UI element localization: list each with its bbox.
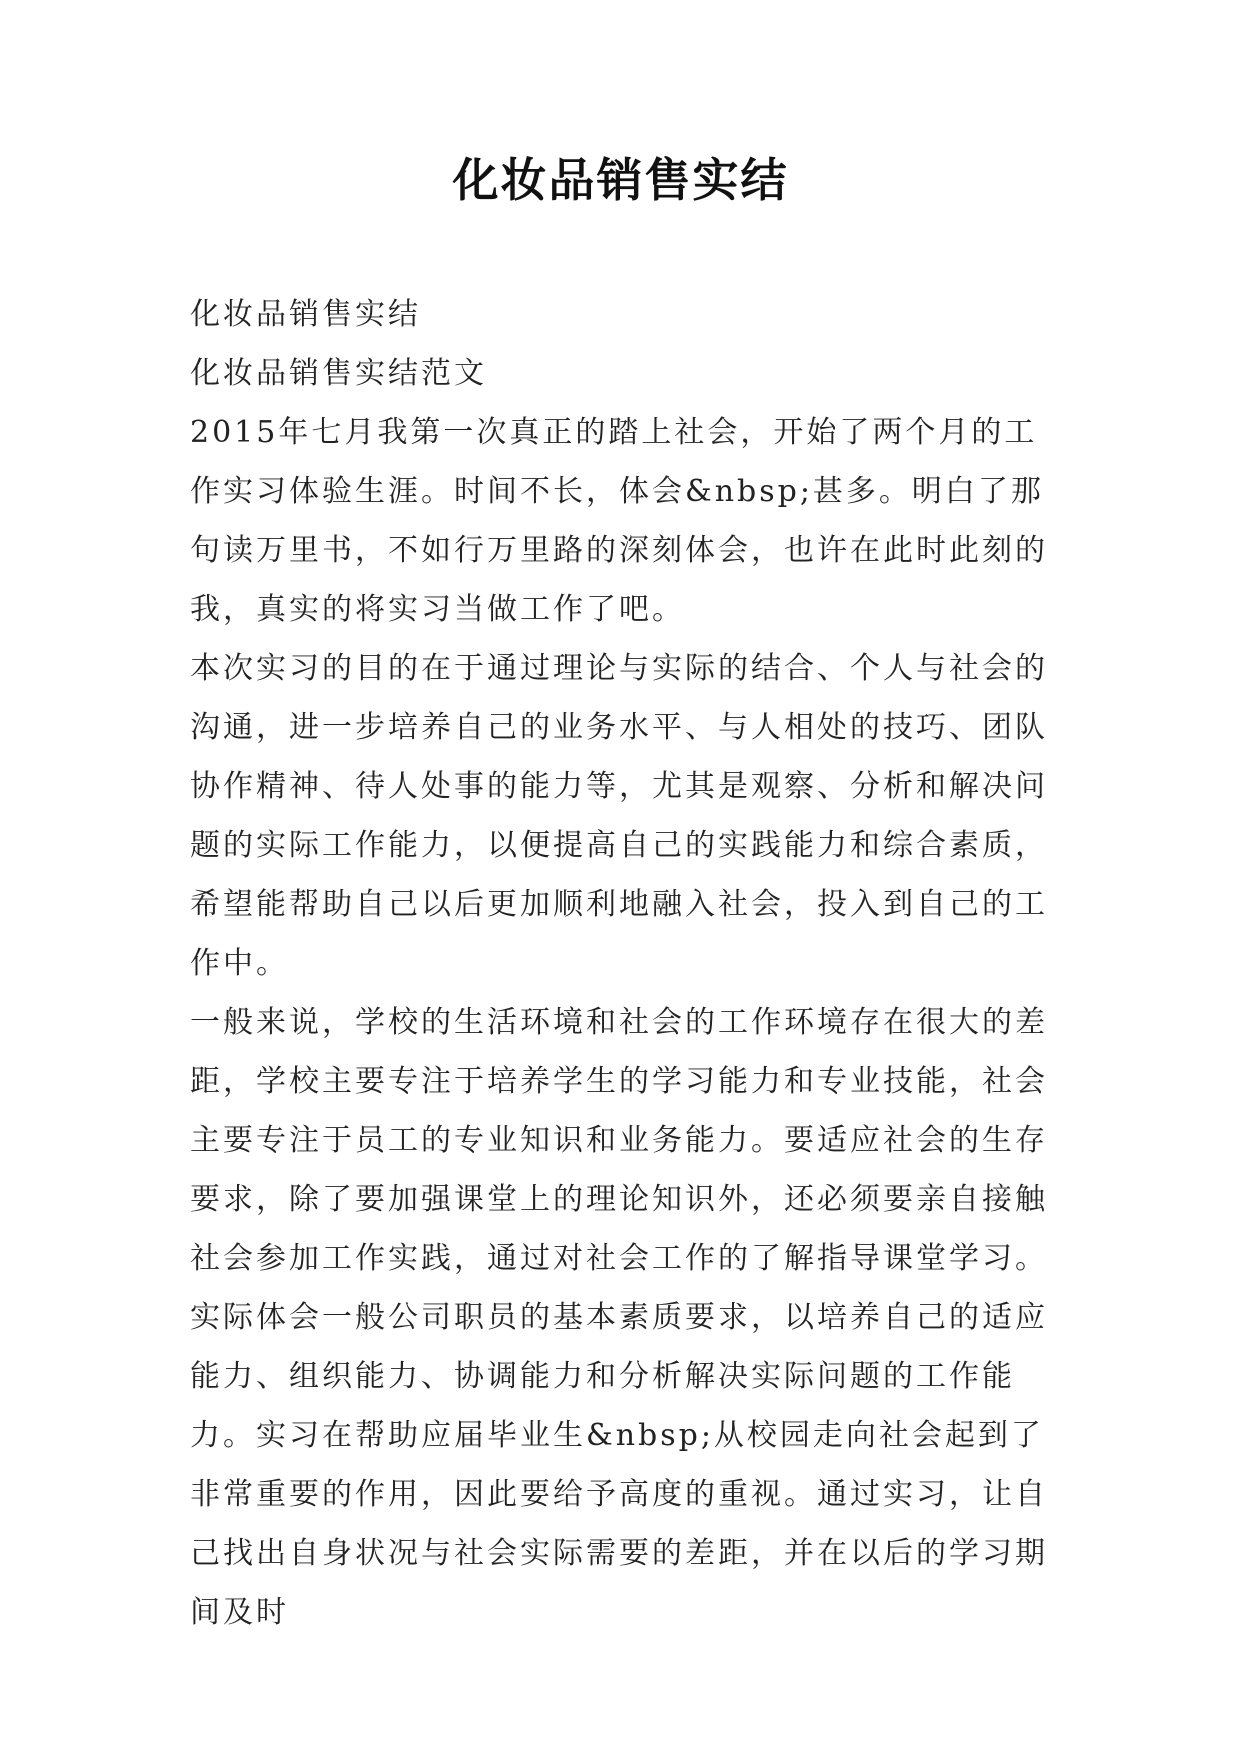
paragraph: 本次实习的目的在于通过理论与实际的结合、个人与社会的沟通，进一步培养自己的业务水平、与人相处的技巧、团队协作精神、待人处事的能力等，尤其是观察、分析和解决问题的实际工作能力，以便提高自己的实践能力和综合素质，希望能帮助自己以后更加顺利地融入社会，投入到自己的工作中。 xyxy=(190,651,1048,981)
paragraph: 2015年七月我第一次真正的踏上社会，开始了两个月的工作实习体验生涯。时间不长，体会&nbsp;甚多。明白了那句读万里书，不如行万里路的深刻体会，也许在此时此刻的我，真实的将实习当做工作了吧。 xyxy=(190,415,1048,627)
document-title: 化妆品销售实结 xyxy=(452,153,789,207)
paragraph-heading: 化妆品销售实结 xyxy=(190,297,421,332)
paragraph: 一般来说，学校的生活环境和社会的工作环境存在很大的差距，学校主要专注于培养学生的学习能力和专业技能，社会主要专注于员工的专业知识和业务能力。要适应社会的生存要求，除了要加强课堂上的理论知识外，还必须要亲自接触社会参加工作实践，通过对社会工作的了解指导课堂学习。实际体会一般公司职员的基本素质要求，以培养自己的适应能力、组织能力、协调能力和分析解决实际问题的工作能力。实习在帮助应届毕业生&nbsp;从校园走向社会起到了非常重要的作用，因此要给予高度的重视。通过实习，让自己找出自身状况与社会实际需要的差距，并在以后的学习期间及时 xyxy=(190,1005,1048,1630)
paragraph-subheading: 化妆品销售实结范文 xyxy=(190,356,487,391)
document-body xyxy=(190,285,1056,1642)
